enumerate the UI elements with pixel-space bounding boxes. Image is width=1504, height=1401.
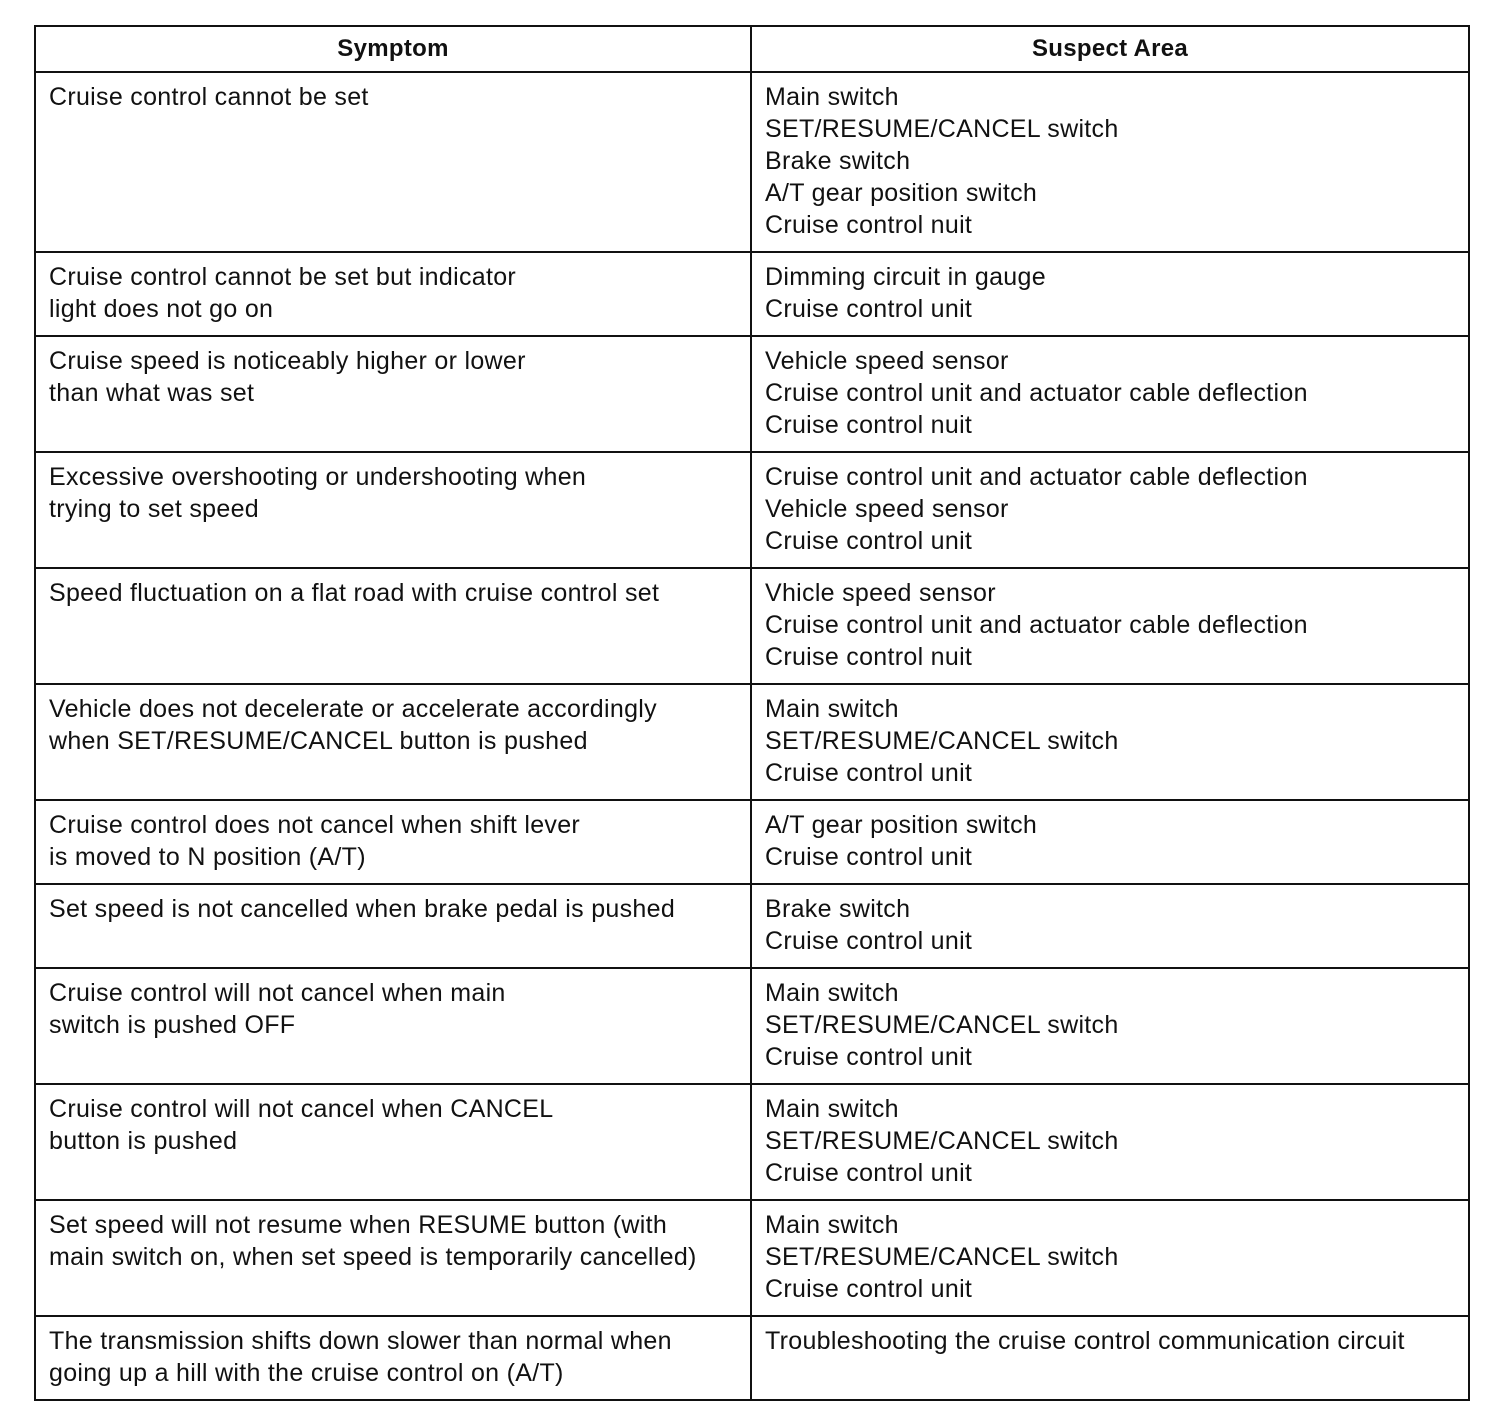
symptom-line: Cruise control will not cancel when main — [49, 979, 506, 1007]
suspect-area-cell — [751, 336, 1469, 452]
symptom-cell — [35, 452, 751, 568]
symptom-line: trying to set speed — [49, 495, 259, 523]
suspect-area-item: SET/RESUME/CANCEL switch — [765, 1243, 1119, 1271]
suspect-area-list — [752, 1317, 1468, 1367]
suspect-area-list — [752, 1201, 1468, 1315]
table-row — [35, 1084, 1469, 1200]
suspect-area-item: Troubleshooting the cruise control communication circuit — [765, 1327, 1405, 1355]
suspect-area-item: Cruise control unit — [765, 1043, 973, 1071]
suspect-area-item: Cruise control nuit — [765, 643, 973, 671]
table-row — [35, 968, 1469, 1084]
suspect-area-cell — [751, 968, 1469, 1084]
suspect-area-item: Main switch — [765, 979, 899, 1007]
suspect-area-item: SET/RESUME/CANCEL switch — [765, 1127, 1119, 1155]
symptom-line: button is pushed — [49, 1127, 238, 1155]
table-row — [35, 800, 1469, 884]
symptom-cell — [35, 968, 751, 1084]
suspect-area-item: Brake switch — [765, 147, 911, 175]
suspect-area-item: Vehicle speed sensor — [765, 347, 1009, 375]
suspect-area-item: Cruise control unit — [765, 927, 973, 955]
suspect-area-item: SET/RESUME/CANCEL switch — [765, 727, 1119, 755]
suspect-area-item: Cruise control unit — [765, 295, 973, 323]
symptom-text — [36, 569, 750, 619]
suspect-area-cell — [751, 72, 1469, 252]
symptom-cell — [35, 568, 751, 684]
suspect-area-item: Main switch — [765, 1095, 899, 1123]
table-row — [35, 72, 1469, 252]
symptom-cell — [35, 1084, 751, 1200]
symptom-text — [36, 685, 750, 767]
symptom-column-header: Symptom — [35, 26, 751, 72]
symptom-line: Cruise control does not cancel when shift lever — [49, 811, 581, 839]
suspect-area-item: A/T gear position switch — [765, 811, 1038, 839]
table-row — [35, 252, 1469, 336]
symptom-line: light does not go on — [49, 295, 274, 323]
suspect-area-list — [752, 685, 1468, 799]
suspect-area-item: Cruise control unit and actuator cable deflection — [765, 611, 1308, 639]
table-body — [35, 72, 1469, 1400]
suspect-area-cell — [751, 1316, 1469, 1400]
suspect-area-item: Cruise control unit — [765, 527, 973, 555]
suspect-area-item: A/T gear position switch — [765, 179, 1038, 207]
symptom-table — [34, 25, 1470, 1401]
symptom-line: when SET/RESUME/CANCEL button is pushed — [49, 727, 588, 755]
symptom-line: Cruise speed is noticeably higher or lower — [49, 347, 526, 375]
suspect-area-cell — [751, 800, 1469, 884]
symptom-cell — [35, 800, 751, 884]
symptom-cell — [35, 1316, 751, 1400]
suspect-area-item: Cruise control unit — [765, 1275, 973, 1303]
table-row — [35, 568, 1469, 684]
symptom-line: than what was set — [49, 379, 255, 407]
symptom-line: The transmission shifts down slower than normal when — [49, 1327, 672, 1355]
suspect-area-column-header: Suspect Area — [751, 26, 1469, 72]
symptom-line: Cruise control cannot be set — [49, 83, 369, 111]
symptom-cell — [35, 252, 751, 336]
table-row — [35, 684, 1469, 800]
suspect-area-cell — [751, 684, 1469, 800]
suspect-area-cell — [751, 452, 1469, 568]
suspect-area-item: Cruise control unit — [765, 1159, 973, 1187]
suspect-area-item: Main switch — [765, 1211, 899, 1239]
symptom-cell — [35, 336, 751, 452]
suspect-area-cell — [751, 1200, 1469, 1316]
suspect-area-list — [752, 569, 1468, 683]
suspect-area-item: SET/RESUME/CANCEL switch — [765, 1011, 1119, 1039]
suspect-area-cell — [751, 1084, 1469, 1200]
suspect-area-item: Dimming circuit in gauge — [765, 263, 1046, 291]
suspect-area-list — [752, 453, 1468, 567]
symptom-cell — [35, 72, 751, 252]
symptom-line: Vehicle does not decelerate or accelerate accordingly — [49, 695, 657, 723]
symptom-line: Excessive overshooting or undershooting when — [49, 463, 587, 491]
suspect-area-item: Cruise control unit and actuator cable deflection — [765, 463, 1308, 491]
symptom-text — [36, 801, 750, 883]
symptom-text — [36, 1317, 750, 1399]
symptom-text — [36, 1201, 750, 1283]
suspect-area-list — [752, 337, 1468, 451]
suspect-area-item: Cruise control unit — [765, 843, 973, 871]
symptom-cell — [35, 684, 751, 800]
suspect-area-item: Brake switch — [765, 895, 911, 923]
suspect-area-item: Vhicle speed sensor — [765, 579, 996, 607]
table-row — [35, 884, 1469, 968]
suspect-area-item: Main switch — [765, 695, 899, 723]
suspect-area-item: SET/RESUME/CANCEL switch — [765, 115, 1119, 143]
symptom-text — [36, 253, 750, 335]
suspect-area-cell — [751, 568, 1469, 684]
suspect-area-cell — [751, 884, 1469, 968]
suspect-area-item: Vehicle speed sensor — [765, 495, 1009, 523]
suspect-area-list — [752, 801, 1468, 883]
suspect-area-list — [752, 885, 1468, 967]
symptom-line: Cruise control cannot be set but indicator — [49, 263, 517, 291]
table-row — [35, 336, 1469, 452]
symptom-line: Set speed is not cancelled when brake pedal is pushed — [49, 895, 676, 923]
suspect-area-list — [752, 73, 1468, 251]
symptom-line: Set speed will not resume when RESUME button (with — [49, 1211, 668, 1239]
suspect-area-item: Cruise control unit and actuator cable deflection — [765, 379, 1308, 407]
symptom-text — [36, 73, 750, 123]
suspect-area-list — [752, 1085, 1468, 1199]
table-row — [35, 1316, 1469, 1400]
suspect-area-cell — [751, 252, 1469, 336]
symptom-line: Speed fluctuation on a flat road with cruise control set — [49, 579, 660, 607]
symptom-line: switch is pushed OFF — [49, 1011, 296, 1039]
symptom-line: Cruise control will not cancel when CANCEL — [49, 1095, 554, 1123]
symptom-text — [36, 453, 750, 535]
symptom-cell — [35, 1200, 751, 1316]
table-row — [35, 452, 1469, 568]
symptom-cell — [35, 884, 751, 968]
symptom-line: going up a hill with the cruise control on (A/T) — [49, 1359, 564, 1387]
symptom-line: is moved to N position (A/T) — [49, 843, 366, 871]
troubleshooting-sheet — [34, 25, 1468, 1401]
suspect-area-list — [752, 969, 1468, 1083]
symptom-text — [36, 969, 750, 1051]
symptom-text — [36, 885, 750, 935]
suspect-area-item: Cruise control nuit — [765, 411, 973, 439]
table-header-row — [35, 26, 1469, 72]
suspect-area-list — [752, 253, 1468, 335]
suspect-area-item: Cruise control nuit — [765, 211, 973, 239]
suspect-area-item: Main switch — [765, 83, 899, 111]
suspect-area-item: Cruise control unit — [765, 759, 973, 787]
symptom-text — [36, 337, 750, 419]
table-row — [35, 1200, 1469, 1316]
symptom-text — [36, 1085, 750, 1167]
symptom-line: main switch on, when set speed is temporarily cancelled) — [49, 1243, 697, 1271]
